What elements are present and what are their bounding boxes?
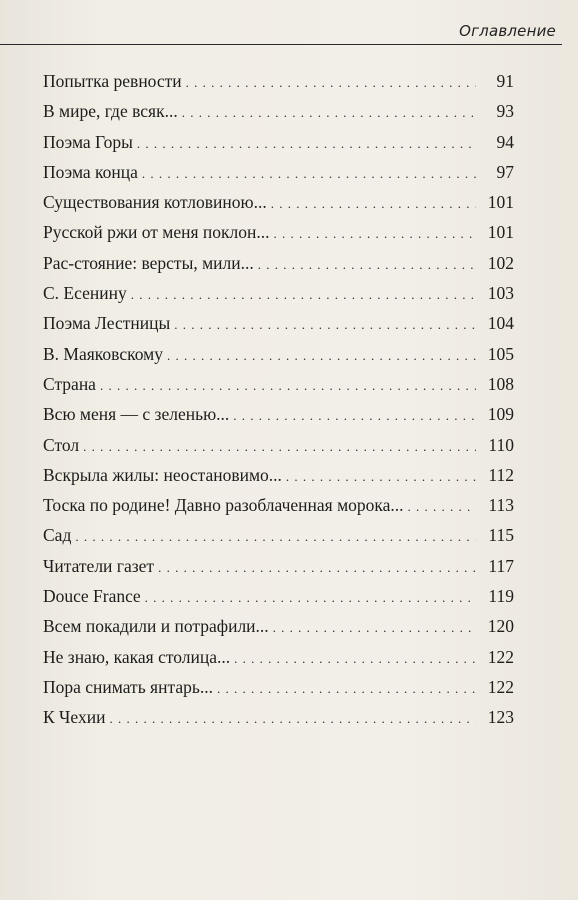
toc-entry-title: Русской ржи от меня поклон... [43,222,270,243]
toc-dot-leader [286,462,476,492]
toc-entry-page: 104 [487,313,514,334]
toc-dot-leader [131,280,476,310]
toc-entry [43,490,514,520]
toc-entry-page: 122 [487,676,514,697]
toc-entry [43,611,514,641]
toc-dot-leader [145,583,476,613]
toc-entry [43,672,514,702]
toc-dot-leader [158,553,476,583]
toc-entry [43,551,514,581]
toc-entry-page: 91 [496,71,514,91]
toc-dot-leader [273,219,476,249]
toc-dot-leader [142,159,476,189]
toc-dot-leader [217,674,476,704]
toc-entry-title: Читатели газет [43,555,155,576]
toc-entry-page: 97 [496,161,514,182]
toc-entry-page: 105 [487,343,514,364]
running-header-title: Оглавление [459,22,556,40]
toc-entry-page: 103 [487,283,514,304]
toc-entry [43,460,514,490]
toc-entry [43,187,514,217]
toc-entry-title: К Чехии [43,707,106,728]
toc-dot-leader [109,704,476,734]
toc-dot-leader [186,68,476,98]
toc-dot-leader [233,401,476,431]
toc-entry-title: Пора снимать янтарь... [43,676,213,697]
toc-entry-page: 113 [488,495,514,516]
toc-entry-title: Существования котловиною... [43,192,267,213]
toc-dot-leader [167,341,476,371]
toc-entry-title: Попытка ревности [43,71,182,91]
toc-entry-page: 102 [487,252,514,273]
toc-entry-title: В мире, где всяк... [43,101,178,122]
toc-entry-title: Тоска по родине! Давно разоблаченная морока... [43,495,404,516]
toc-entry-title: Стол [43,434,80,455]
toc-entry-title: Всем покадили и потрафили... [43,616,269,637]
toc-entry-page: 120 [487,616,514,637]
toc-entry-title: Страна [43,373,96,394]
toc-entry-page: 115 [488,525,514,546]
toc-entry-title: Всю меня — с зеленью... [43,404,230,425]
toc-entry-title: Не знаю, какая столица... [43,646,231,667]
toc-entry-title: Поэма Лестницы [43,313,171,334]
toc-entry-page: 110 [488,434,514,455]
toc-entry [43,217,514,247]
toc-dot-leader [100,371,476,401]
toc-entry-page: 108 [487,373,514,394]
toc-dot-leader [182,98,476,128]
toc-dot-leader [83,432,476,462]
toc-entry-page: 117 [488,555,514,576]
toc-entry-title: Douce France [43,586,141,607]
toc-entry-page: 101 [487,222,514,243]
toc-entry [43,96,514,126]
toc-entry-title: С. Есенину [43,283,127,304]
toc-entry [43,399,514,429]
table-of-contents [43,66,514,733]
toc-entry [43,430,514,460]
toc-entry [43,702,514,732]
toc-entry [43,520,514,550]
toc-entry [43,248,514,278]
toc-entry-title: Поэма конца [43,161,138,182]
toc-entry [43,642,514,672]
toc-entry [43,278,514,308]
toc-dot-leader [258,250,476,280]
toc-entry-title: Поэма Горы [43,131,133,152]
toc-entry [43,127,514,157]
toc-entry-page: 93 [496,101,514,122]
toc-entry-page: 109 [487,404,514,425]
toc-entry-title: Вскрыла жилы: неостановимо... [43,464,282,485]
toc-entry [43,369,514,399]
toc-entry-title: В. Маяковскому [43,343,163,364]
toc-dot-leader [408,492,476,522]
toc-dot-leader [75,522,476,552]
toc-dot-leader [271,189,476,219]
header-rule [0,44,562,45]
toc-entry-page: 112 [488,464,514,485]
toc-entry [43,339,514,369]
toc-entry [43,157,514,187]
toc-entry-page: 122 [487,646,514,667]
toc-entry [43,581,514,611]
toc-dot-leader [137,129,476,159]
toc-entry-page: 119 [488,586,514,607]
toc-entry [43,66,514,96]
toc-entry-page: 94 [496,131,514,152]
toc-entry-title: Сад [43,525,72,546]
toc-entry-title: Рас-стояние: версты, мили... [43,252,254,273]
toc-entry-page: 123 [487,707,514,728]
toc-entry-page: 101 [487,192,514,213]
toc-dot-leader [174,310,476,340]
toc-dot-leader [234,644,476,674]
toc-dot-leader [273,613,476,643]
toc-entry [43,308,514,338]
